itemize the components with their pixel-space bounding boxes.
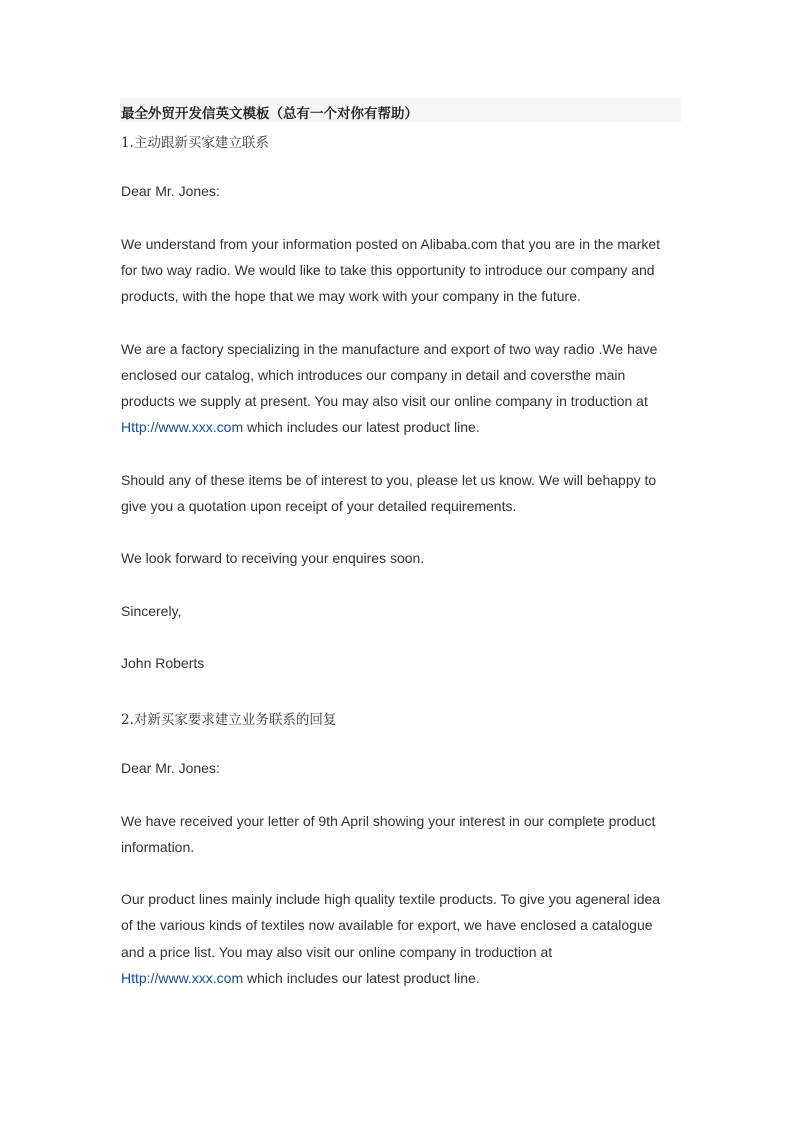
section-2-paragraph-1-line-1: We have received your letter of 9th April showing your interest in our complete product xyxy=(121,813,656,829)
section-1-heading: 1.主动跟新买家建立联系 xyxy=(121,135,269,151)
website-link[interactable]: Http://www.xxx.com xyxy=(121,419,244,435)
section-1-greeting: Dear Mr. Jones: xyxy=(121,183,220,199)
page-title: 最全外贸开发信英文模板（总有一个对你有帮助） xyxy=(121,106,418,122)
website-link-tail: which includes our latest product line. xyxy=(243,419,480,435)
section-1-closing: Sincerely, xyxy=(121,603,182,619)
section-1-paragraph-2-line-4 xyxy=(121,419,480,435)
section-1-paragraph-3-line-2: give you a quotation upon receipt of your detailed requirements. xyxy=(121,498,517,514)
section-2-paragraph-2-line-1: Our product lines mainly include high quality textile products. To give you ageneral idea xyxy=(121,891,661,907)
website-link-2[interactable]: Http://www.xxx.com xyxy=(121,970,244,986)
section-1-paragraph-1-line-1: We understand from your information posted on Alibaba.com that you are in the market xyxy=(121,236,661,252)
section-1-paragraph-1-line-2: for two way radio. We would like to take this opportunity to introduce our company and xyxy=(121,262,655,278)
section-2-paragraph-1-line-2: information. xyxy=(121,839,195,855)
section-1-paragraph-1-line-3: products, with the hope that we may work with your company in the future. xyxy=(121,288,581,304)
section-1-paragraph-4: We look forward to receiving your enquires soon. xyxy=(121,550,425,566)
section-2-paragraph-2-line-3: and a price list. You may also visit our online company in troduction at xyxy=(121,944,553,960)
section-1-paragraph-2-line-3: products we supply at present. You may also visit our online company in troduction at xyxy=(121,393,648,409)
section-1-paragraph-2-line-1: We are a factory specializing in the manufacture and export of two way radio .We have xyxy=(121,341,658,357)
section-2-paragraph-2-line-4 xyxy=(121,970,480,986)
section-1-paragraph-2-line-2: enclosed our catalog, which introduces our company in detail and coversthe main xyxy=(121,367,626,383)
website-link-2-tail: which includes our latest product line. xyxy=(243,970,480,986)
section-1-paragraph-3-line-1: Should any of these items be of interest to you, please let us know. We will behappy to xyxy=(121,472,657,488)
section-1-signature: John Roberts xyxy=(121,655,205,671)
section-2-paragraph-2-line-2: of the various kinds of textiles now available for export, we have enclosed a catalogue xyxy=(121,917,653,933)
section-2-heading: 2.对新买家要求建立业务联系的回复 xyxy=(121,712,337,728)
section-2-greeting: Dear Mr. Jones: xyxy=(121,760,220,776)
